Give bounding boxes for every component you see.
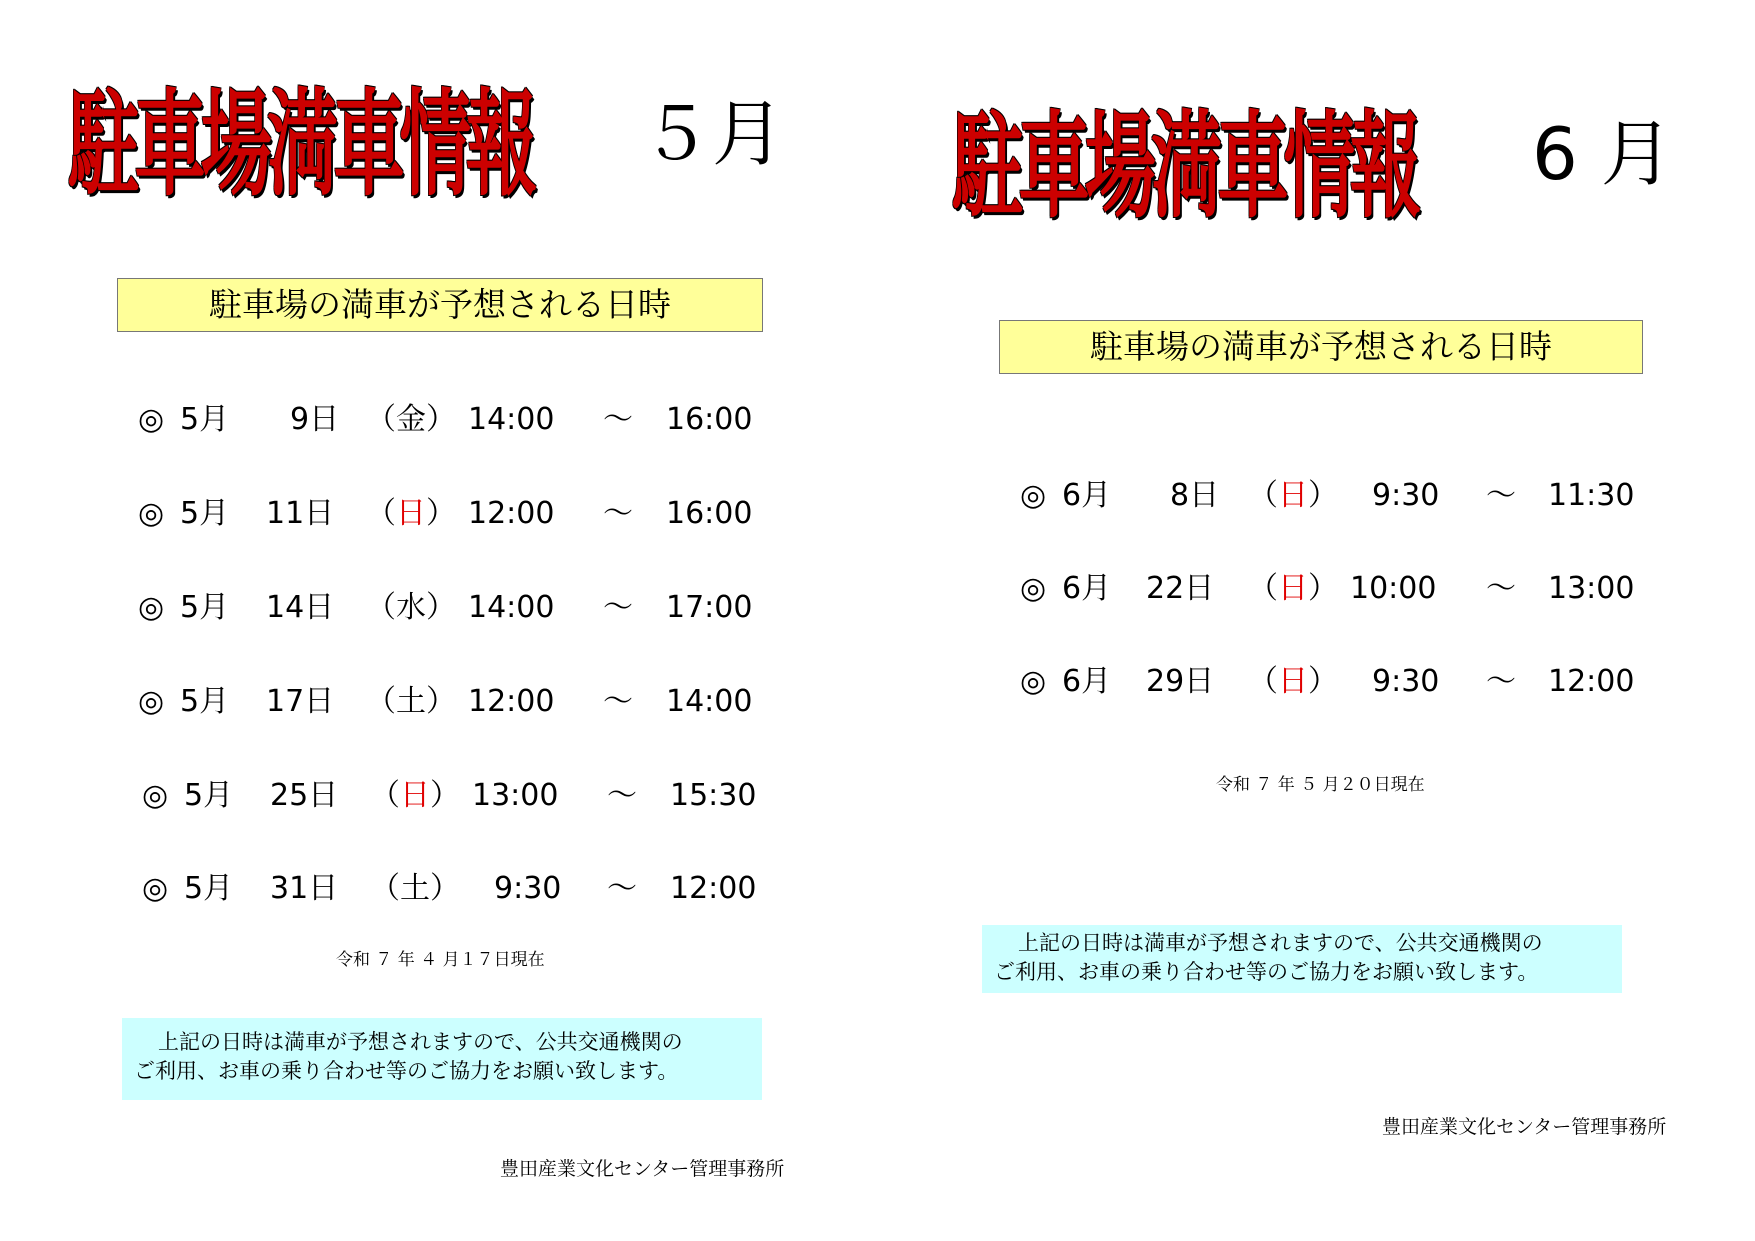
june-subtitle: 駐車場の満車が予想される日時: [1090, 327, 1552, 366]
schedule-day: 11日: [266, 496, 335, 531]
schedule-end: 16:00: [666, 402, 753, 437]
schedule-start: 13:00: [472, 778, 559, 813]
schedule-day: 31日: [270, 871, 339, 906]
schedule-weekday: 金: [396, 402, 426, 437]
schedule-start: 9:30: [1372, 478, 1440, 513]
schedule-month: 5月: [180, 402, 230, 437]
schedule-month: 6月: [1062, 478, 1112, 513]
schedule-end: 17:00: [666, 590, 753, 625]
schedule-start: 12:00: [468, 496, 555, 531]
schedule-weekday: 土: [396, 684, 426, 719]
schedule-end: 12:00: [1548, 664, 1635, 699]
schedule-end: 15:30: [670, 778, 757, 813]
double-circle-icon: ◎: [138, 496, 165, 531]
may-as-of-date: 令和 ７ 年 ４ 月１７日現在: [336, 950, 545, 970]
schedule-day: 29日: [1146, 664, 1215, 699]
schedule-weekday: 水: [396, 590, 426, 625]
schedule-start: 12:00: [468, 684, 555, 719]
double-circle-icon: ◎: [1020, 664, 1047, 699]
double-circle-icon: ◎: [142, 778, 169, 813]
schedule-tilde: 〜: [603, 684, 633, 719]
schedule-tilde: 〜: [607, 871, 637, 906]
may-schedule-row: ◎ 5月 11日 （日） 12:00 〜 16:00: [138, 492, 798, 536]
schedule-start: 14:00: [468, 402, 555, 437]
june-flyer: [880, 0, 1755, 1241]
may-notice-box: [122, 1018, 762, 1100]
schedule-tilde: 〜: [1486, 571, 1516, 606]
may-schedule-row: ◎ 5月 17日 （土） 12:00 〜 14:00: [138, 680, 798, 724]
june-office-name: 豊田産業文化センター管理事務所: [1382, 1116, 1667, 1138]
schedule-end: 11:30: [1548, 478, 1635, 513]
notice-line-2: ご利用、お車の乗り合わせ等のご協力をお願い致します。: [134, 1059, 679, 1083]
double-circle-icon: ◎: [138, 684, 165, 719]
schedule-day: 9日: [290, 402, 340, 437]
june-subtitle-box: [999, 320, 1643, 374]
schedule-tilde: 〜: [603, 496, 633, 531]
may-office-name: 豊田産業文化センター管理事務所: [500, 1158, 785, 1180]
schedule-weekday: 日: [400, 778, 430, 813]
schedule-start: 9:30: [494, 871, 562, 906]
schedule-weekday: 日: [1278, 478, 1308, 513]
schedule-start: 14:00: [468, 590, 555, 625]
june-notice-box: [982, 925, 1622, 993]
notice-line-2: ご利用、お車の乗り合わせ等のご協力をお願い致します。: [994, 960, 1539, 984]
may-schedule-row: ◎ 5月 25日 （日） 13:00 〜 15:30: [142, 774, 802, 818]
double-circle-icon: ◎: [1020, 571, 1047, 606]
schedule-day: 17日: [266, 684, 335, 719]
schedule-month: 5月: [180, 684, 230, 719]
notice-line-1: 上記の日時は満車が予想されますので、公共交通機関の: [1018, 931, 1543, 955]
schedule-end: 12:00: [670, 871, 757, 906]
june-schedule-row: ◎ 6月 22日 （日） 10:00 〜 13:00: [1020, 567, 1680, 611]
may-subtitle-box: [117, 278, 763, 332]
schedule-month: 6月: [1062, 664, 1112, 699]
may-subtitle: 駐車場の満車が予想される日時: [209, 285, 671, 324]
june-month-label: 6 月: [1532, 112, 1673, 196]
schedule-tilde: 〜: [603, 590, 633, 625]
schedule-end: 16:00: [666, 496, 753, 531]
may-schedule-row: ◎ 5月 31日 （土） 9:30 〜 12:00: [142, 867, 802, 911]
schedule-day: 14日: [266, 590, 335, 625]
schedule-start: 10:00: [1350, 571, 1437, 606]
may-schedule-row: ◎ 5月 14日 （水） 14:00 〜 17:00: [138, 586, 798, 630]
double-circle-icon: ◎: [138, 590, 165, 625]
double-circle-icon: ◎: [142, 871, 169, 906]
schedule-weekday: 日: [1278, 571, 1308, 606]
schedule-tilde: 〜: [1486, 478, 1516, 513]
schedule-tilde: 〜: [603, 402, 633, 437]
schedule-month: 6月: [1062, 571, 1112, 606]
schedule-start: 9:30: [1372, 664, 1440, 699]
june-as-of-date: 令和 ７ 年 ５ 月２０日現在: [1216, 775, 1425, 795]
schedule-month: 5月: [184, 871, 234, 906]
schedule-month: 5月: [184, 778, 234, 813]
schedule-end: 14:00: [666, 684, 753, 719]
schedule-weekday: 日: [396, 496, 426, 531]
schedule-tilde: 〜: [607, 778, 637, 813]
schedule-end: 13:00: [1548, 571, 1635, 606]
may-month-label: ５月: [640, 92, 785, 176]
may-title: 駐車場満車情報: [68, 78, 533, 212]
schedule-weekday: 日: [1278, 664, 1308, 699]
double-circle-icon: ◎: [138, 402, 165, 437]
may-schedule-row: ◎ 5月 9日 （金） 14:00 〜 16:00: [138, 398, 798, 442]
schedule-day: 8日: [1170, 478, 1220, 513]
june-schedule-row: ◎ 6月 29日 （日） 9:30 〜 12:00: [1020, 660, 1680, 704]
june-title: 駐車場満車情報: [952, 100, 1417, 234]
schedule-day: 22日: [1146, 571, 1215, 606]
double-circle-icon: ◎: [1020, 478, 1047, 513]
schedule-month: 5月: [180, 590, 230, 625]
schedule-day: 25日: [270, 778, 339, 813]
schedule-month: 5月: [180, 496, 230, 531]
schedule-tilde: 〜: [1486, 664, 1516, 699]
notice-line-1: 上記の日時は満車が予想されますので、公共交通機関の: [158, 1030, 683, 1054]
june-schedule-row: ◎ 6月 8日 （日） 9:30 〜 11:30: [1020, 474, 1680, 518]
schedule-weekday: 土: [400, 871, 430, 906]
